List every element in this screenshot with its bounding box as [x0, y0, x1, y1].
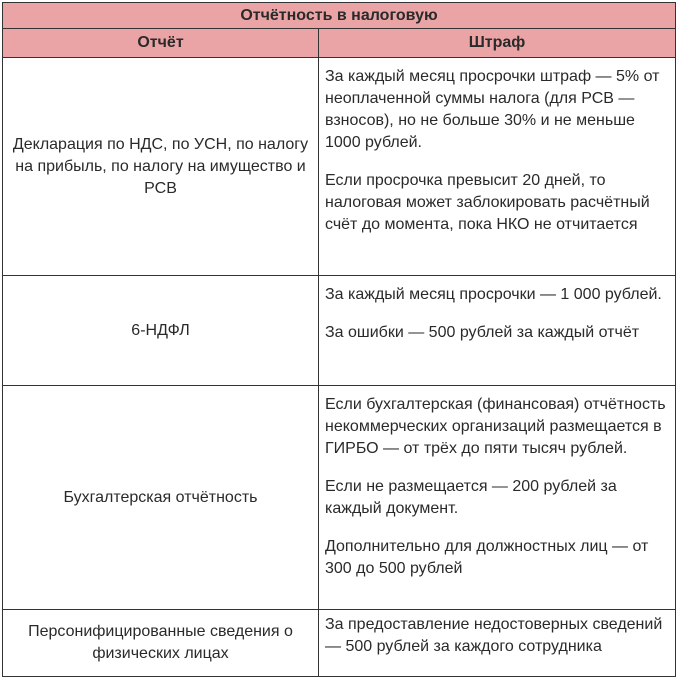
fine-text: За каждый месяц просрочки — 1 000 рублей.	[325, 286, 662, 303]
header-report: Отчёт	[3, 29, 319, 57]
fine-cell	[319, 58, 675, 275]
report-name: Персонифицированные сведения о физических лицах	[3, 610, 319, 676]
table-row	[3, 276, 675, 386]
table-row	[3, 58, 675, 276]
table-title: Отчётность в налоговую	[3, 3, 675, 29]
report-name: 6-НДФЛ	[3, 276, 319, 385]
report-name: Бухгалтерская отчётность	[3, 386, 319, 609]
header-fine: Штраф	[468, 34, 526, 51]
fine-text: За каждый месяц просрочки штраф — 5% от неоплаченной суммы налога (для РСВ — взносов), но не больше 30% и не меньше 1000 рублей.	[325, 68, 660, 151]
fine-cell	[319, 610, 675, 676]
fine-text: Если не размещается — 200 рублей за каждый документ.	[325, 478, 617, 517]
fine-text: За предоставление недостоверных сведений — 500 рублей за каждого сотрудника	[325, 616, 663, 655]
fine-text: Если просрочка превысит 20 дней, то налоговая может заблокировать расчётный счёт до момента, пока НКО не отчитается	[325, 172, 650, 233]
fine-cell	[319, 386, 675, 609]
penalties-table	[2, 2, 676, 677]
table-row	[3, 610, 675, 676]
table-row	[3, 386, 675, 610]
fine-text: Если бухгалтерская (финансовая) отчётность некоммерческих организаций размещается в ГИРБО — от трёх до пяти тысяч рублей.	[325, 396, 666, 457]
table-header-row	[3, 29, 675, 58]
report-name: Декларация по НДС, по УСН, по налогу на прибыль, по налогу на имущество и РСВ	[3, 58, 319, 275]
fine-cell	[319, 276, 675, 385]
fine-text: Дополнительно для должностных лиц — от 300 до 500 рублей	[325, 538, 649, 577]
fine-text: За ошибки — 500 рублей за каждый отчёт	[325, 324, 640, 341]
